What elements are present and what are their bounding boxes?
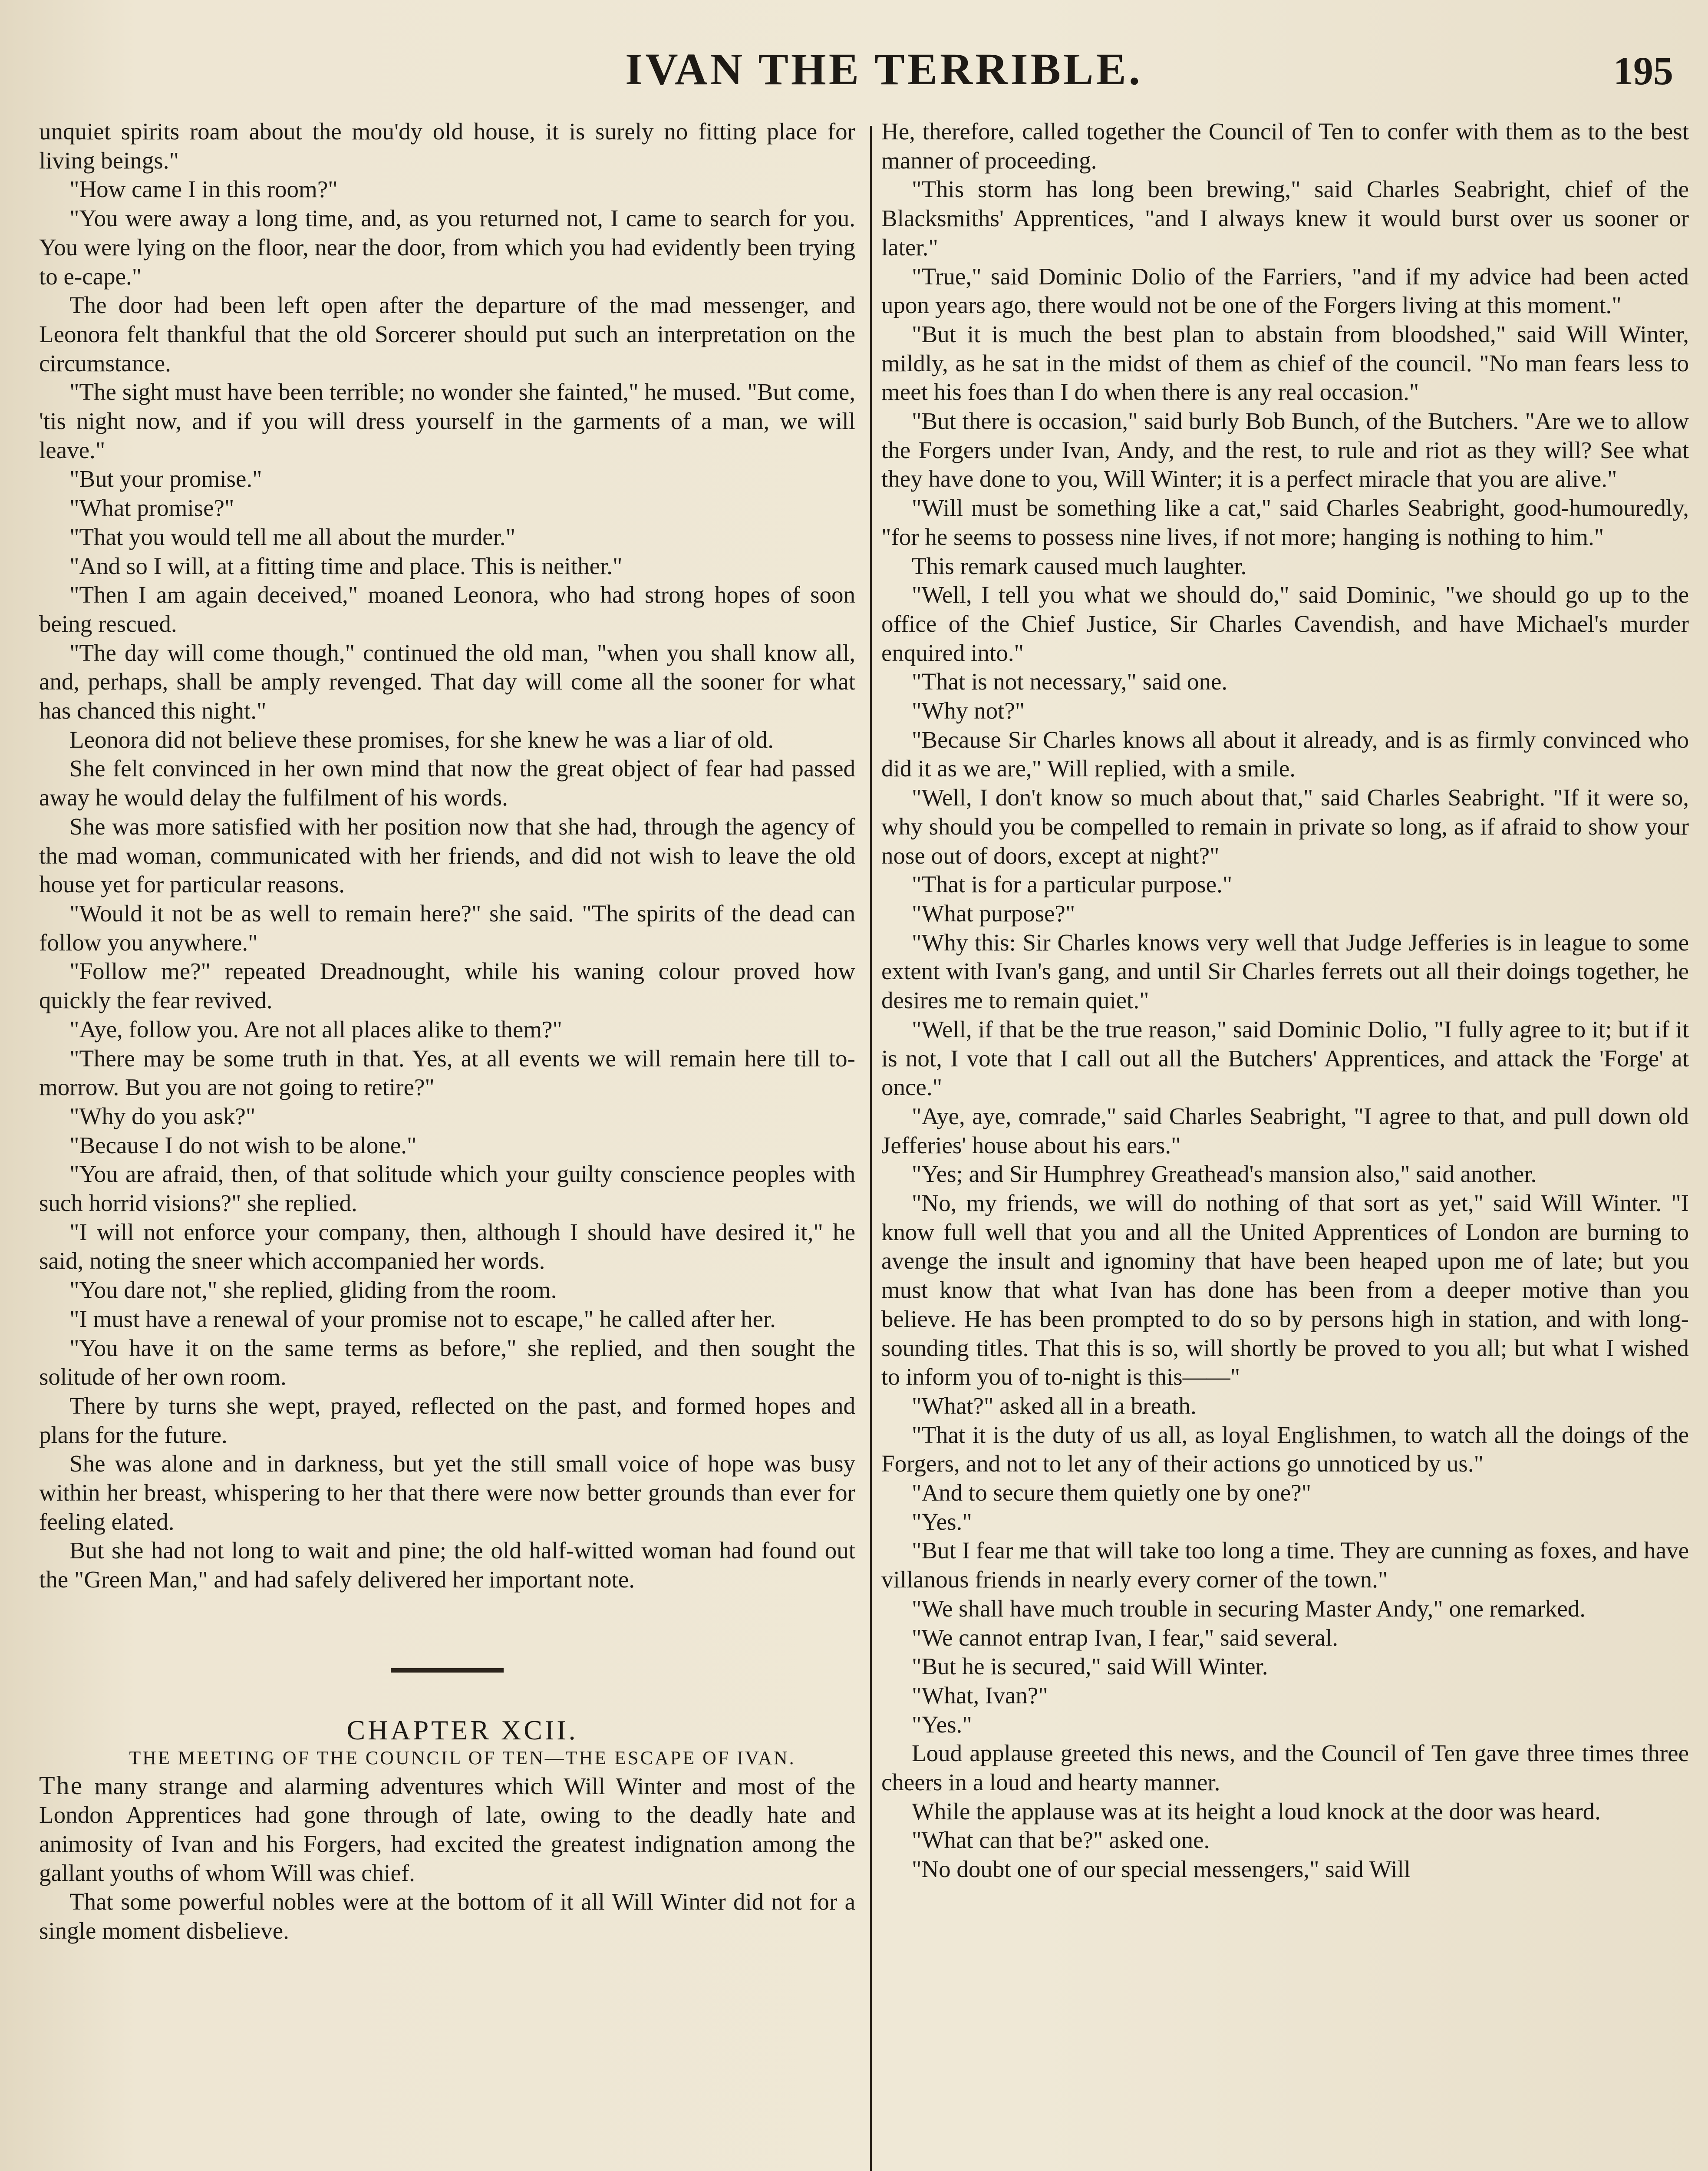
paragraph: Leonora did not believe these promises, for she knew he was a liar of old. [69, 726, 774, 753]
paragraph: "How came I in this room?" [69, 176, 338, 203]
paragraph: The door had been left open after the departure of the mad messenger, and Leonora felt thankful that the old Sorcerer should put such an interpretation on the circumstance. [39, 292, 855, 376]
paragraph: "Well, if that be the true reason," said Dominic Dolio, "I fully agree to it; but if it is not, I vote that I call out all the Butchers' Apprentices, and attack the 'Forge' at once." [881, 1016, 1689, 1101]
chapter-title: THE MEETING OF THE COUNCIL OF TEN—THE ESCAPE OF IVAN. [129, 1747, 796, 1768]
paragraph: While the applause was at its height a loud knock at the door was heard. [912, 1798, 1601, 1825]
paragraph: "The day will come though," continued the old man, "when you shall know all, and, perhaps, shall be amply revenged. That day will come all the sooner for what has chanced this night." [39, 639, 855, 724]
chapter-divider [391, 1668, 504, 1673]
paragraph: "Yes." [912, 1711, 972, 1738]
paragraph: "The sight must have been terrible; no wonder she fainted," he mused. "But come, 'tis night now, and if you will dress yourself in the garments of a man, we will leave." [39, 379, 855, 463]
paragraph: "That is for a particular purpose." [912, 871, 1233, 898]
paragraph: "Follow me?" repeated Dreadnought, while his waning colour proved how quickly the fear revived. [39, 958, 855, 1014]
paragraph: "Why do you ask?" [69, 1102, 256, 1129]
chapter-opening-word: The [39, 1771, 84, 1800]
paragraph: "But it is much the best plan to abstain from bloodshed," said Will Winter, mildly, as he sat in the midst of them as chief of the council. "No man fears less to meet his foes than I do when there is any real occasion." [881, 320, 1689, 406]
paragraph: "Well, I don't know so much about that," said Charles Seabright. "If it were so, why should you be compelled to remain in private so long, as if afraid to show your nose out of doors, except at night?" [881, 784, 1689, 869]
paragraph: "What can that be?" asked one. [912, 1827, 1210, 1854]
running-title: IVAN THE TERRIBLE. [625, 44, 1143, 94]
page-number: 195 [1613, 49, 1673, 93]
right-column [881, 117, 1689, 1884]
paragraph: "This storm has long been brewing," said Charles Seabright, chief of the Blacksmiths' Apprentices, "and I always knew it would burst over us sooner or later." [881, 176, 1689, 261]
right-column-paragraphs [881, 117, 1689, 1884]
paragraph: "But he is secured," said Will Winter. [912, 1653, 1268, 1680]
left-column [39, 117, 855, 1946]
paragraph: But she had not long to wait and pine; the old half-witted woman had found out the "Green Man," and had safely delivered her important note. [39, 1537, 855, 1593]
paragraph: "Why this: Sir Charles knows very well that Judge Jefferies is in league to some extent with Ivan's gang, and until Sir Charles ferrets out all their doings together, he desires me to remain quiet." [881, 929, 1689, 1014]
paragraph: "What?" asked all in a breath. [912, 1392, 1197, 1419]
paragraph: "That is not necessary," said one. [912, 668, 1228, 695]
chapter-number: CHAPTER XCII. [346, 1714, 578, 1745]
paragraph: "Aye, follow you. Are not all places alike to them?" [69, 1016, 562, 1043]
paragraph: Loud applause greeted this news, and the Council of Ten gave three times three cheers in a loud and hearty manner. [881, 1740, 1689, 1796]
paragraph: This remark caused much laughter. [912, 552, 1247, 579]
paragraph: "Well, I tell you what we should do," said Dominic, "we should go up to the office of the Chief Justice, Sir Charles Cavendish, and have Michael's murder enquired into." [881, 581, 1689, 666]
chapter-second-paragraph: That some powerful nobles were at the bottom of it all Will Winter did not for a single moment disbelieve. [39, 1888, 855, 1944]
paragraph: "And to secure them quietly one by one?" [912, 1479, 1312, 1506]
paragraph: "But your promise." [69, 465, 262, 492]
paragraph: "What promise?" [69, 495, 234, 521]
chapter-opening-paragraph [39, 1771, 855, 1888]
paragraph: "But I fear me that will take too long a time. They are cunning as foxes, and have villanous friends in nearly every corner of the town." [881, 1537, 1689, 1593]
paragraph: "True," said Dominic Dolio of the Farriers, "and if my advice had been acted upon years ago, there would not be one of the Forgers living at this moment." [881, 263, 1689, 319]
paragraph: "And so I will, at a fitting time and place. This is neither." [69, 552, 623, 579]
column-rule [870, 126, 872, 2171]
paragraph: She was more satisfied with her position now that she had, through the agency of the mad woman, communicated with her friends, and did not wish to leave the old house yet for particular reasons. [39, 813, 855, 898]
left-column-paragraphs [39, 117, 855, 1594]
paragraph: "No, my friends, we will do nothing of that sort as yet," said Will Winter. "I know full well that you and all the United Apprentices of London are burning to avenge the insult and ignominy that have been heaped upon me of late; but you must know that what Ivan has done has been from a deeper motive than you believe. He has been prompted to do so by persons high in station, and with long-sounding titles. That this is so, will shortly be proved to you all; but what I wished to inform you of to-night is this——" [881, 1190, 1689, 1390]
paragraph: "We cannot entrap Ivan, I fear," said several. [912, 1624, 1338, 1651]
paragraph: "You were away a long time, and, as you returned not, I came to search for you. You were lying on the floor, near the door, from which you had evidently been trying to e-cape." [39, 205, 855, 290]
paragraph: "We shall have much trouble in securing Master Andy," one remarked. [912, 1595, 1586, 1622]
paragraph: "Yes; and Sir Humphrey Greathead's mansion also," said another. [912, 1161, 1537, 1188]
paragraph: "That you would tell me all about the murder." [69, 523, 516, 550]
paragraph: He, therefore, called together the Council of Ten to confer with them as to the best manner of proceeding. [881, 118, 1689, 174]
paragraph: "But there is occasion," said burly Bob Bunch, of the Butchers. "Are we to allow the Forgers under Ivan, Andy, and the rest, to rule and riot as they will? See what they have done to you, Will Winter; it is a perfect miracle that you are alive." [881, 408, 1689, 492]
paragraph: "What, Ivan?" [912, 1682, 1048, 1709]
paragraph: "You have it on the same terms as before," she replied, and then sought the solitude of her own room. [39, 1334, 855, 1390]
paragraph: She was alone and in darkness, but yet the still small voice of hope was busy within her breast, whispering to her that there were now better grounds than ever for feeling elated. [39, 1450, 855, 1535]
paragraph: "You dare not," she replied, gliding from the room. [69, 1277, 557, 1303]
paragraph: "I will not enforce your company, then, although I should have desired it," he said, noting the sneer which accompanied her words. [39, 1218, 855, 1274]
paragraph: "Because I do not wish to be alone." [69, 1132, 417, 1158]
paragraph: "Why not?" [912, 697, 1025, 724]
paragraph: "Yes." [912, 1508, 972, 1535]
paragraph: unquiet spirits roam about the mou'dy old house, it is surely no fitting place for living beings." [39, 118, 855, 174]
paragraph: "Will must be something like a cat," said Charles Seabright, good-humouredly, "for he seems to possess nine lives, if not more; hanging is nothing to him." [881, 495, 1689, 550]
paragraph: "You are afraid, then, of that solitude which your guilty conscience peoples with such horrid visions?" she replied. [39, 1161, 855, 1217]
paragraph: "There may be some truth in that. Yes, at all events we will remain here till to-morrow. But you are not going to retire?" [39, 1045, 855, 1101]
paragraph: "Aye, aye, comrade," said Charles Seabright, "I agree to that, and pull down old Jefferies' house about his ears." [881, 1102, 1689, 1158]
paragraph: "What purpose?" [912, 900, 1075, 927]
paragraph: "Because Sir Charles knows all about it already, and is as firmly convinced who did it as we are," Will replied, with a smile. [881, 726, 1689, 782]
paragraph: "I must have a renewal of your promise not to escape," he called after her. [69, 1305, 776, 1332]
paragraph: She felt convinced in her own mind that now the great object of fear had passed away he would delay the fulfilment of his words. [39, 755, 855, 811]
paragraph: "No doubt one of our special messengers," said Will [912, 1856, 1411, 1883]
paragraph: There by turns she wept, prayed, reflected on the past, and formed hopes and plans for the future. [39, 1392, 855, 1448]
paragraph: "That it is the duty of us all, as loyal Englishmen, to watch all the doings of the Forgers, and not to let any of their actions go unnoticed by us." [881, 1421, 1689, 1477]
paragraph: "Would it not be as well to remain here?" she said. "The spirits of the dead can follow you anywhere." [39, 900, 855, 956]
paragraph: "Then I am again deceived," moaned Leonora, who had strong hopes of soon being rescued. [39, 581, 855, 637]
chapter-opening-text: many strange and alarming adventures which Will Winter and most of the London Apprentices had gone through of late, owing to the deadly hate and animosity of Ivan and his Forgers, had excited the greatest indignation among the gallant youths of whom Will was chief. [39, 1772, 855, 1886]
page-header [0, 43, 1708, 109]
